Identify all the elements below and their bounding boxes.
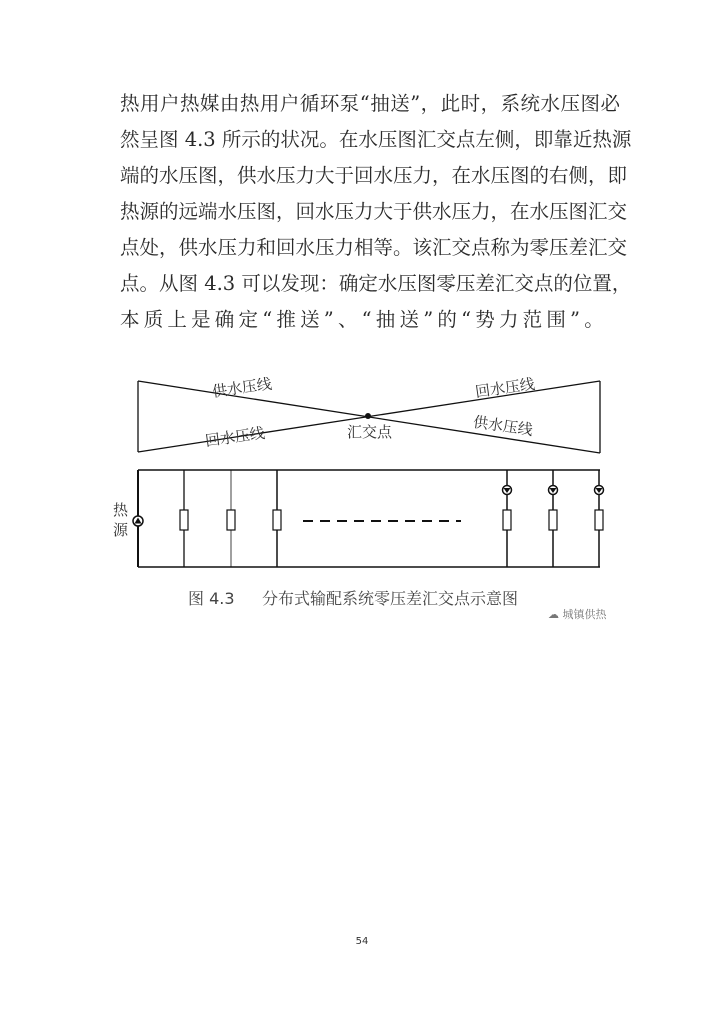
resistor-icon <box>595 510 603 530</box>
user-pumps <box>503 486 604 495</box>
paragraph-line: 热源的远端水压图，回水压力大于供水压力，在水压图汇交 <box>120 200 628 223</box>
figure-number: 图 4.3 <box>188 589 235 608</box>
watermark-text: 城镇供热 <box>562 608 607 621</box>
resistor-icon <box>549 510 557 530</box>
pump-icon <box>549 486 558 495</box>
paragraph-line: 本质上是确定“推送”、“抽送”的“势力范围”。 <box>120 308 608 331</box>
heat-source-label: 源 <box>113 521 129 539</box>
wechat-icon: ☁ <box>548 608 563 621</box>
network-circuit <box>138 470 600 567</box>
supply-left-label: 供水压线 <box>211 374 273 401</box>
paragraph-line: 热用户热媒由热用户循环泵“抽送”，此时，系统水压图必 <box>120 92 620 115</box>
junction-label: 汇交点 <box>347 423 393 441</box>
supply-right-label: 供水压线 <box>472 412 534 440</box>
watermark <box>548 606 607 622</box>
paragraph-line: 端的水压图，供水压力大于回水压力，在水压图的右侧，即 <box>120 164 628 187</box>
junction-point <box>365 413 371 419</box>
return-left-label: 回水压线 <box>204 423 266 451</box>
page-number: 54 <box>355 936 369 947</box>
heat-source-label: 热 <box>113 501 129 519</box>
paragraph-line: 点。从图 4.3 可以发现：确定水压图零压差汇交点的位置， <box>120 272 632 295</box>
figure-caption: 分布式输配系统零压差汇交点示意图 <box>262 589 519 608</box>
resistor-icon <box>503 510 511 530</box>
paragraph-line: 点处，供水压力和回水压力相等。该汇交点称为零压差汇交 <box>120 236 628 259</box>
pump-icon <box>595 486 604 495</box>
heat-source-pump-icon <box>133 516 143 526</box>
paragraph-line: 然呈图 4.3 所示的状况。在水压图汇交点左侧，即靠近热源 <box>120 128 632 151</box>
pump-icon <box>503 486 512 495</box>
resistor-icon <box>273 510 281 530</box>
resistor-icon <box>227 510 235 530</box>
return-right-label: 回水压线 <box>474 374 536 402</box>
resistor-icon <box>180 510 188 530</box>
